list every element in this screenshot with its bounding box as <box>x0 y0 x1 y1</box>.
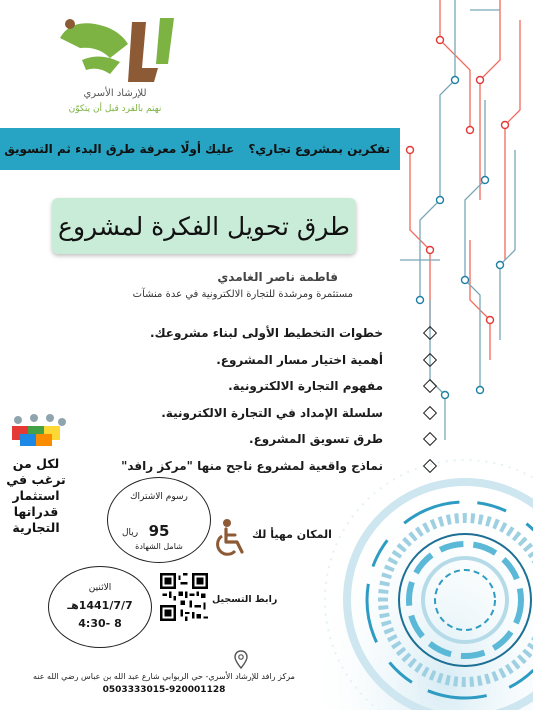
presenter-name: فاطمة ناصر الغامدي <box>217 270 338 284</box>
rafed-logo-mark <box>40 8 190 86</box>
banner-question: تفكرين بمشروع تجاري؟ <box>248 142 390 156</box>
course-title-text: طرق تحويل الفكرة لمشروع <box>58 211 350 241</box>
rafed-logo <box>40 8 190 120</box>
logo-tagline: نهتم بالفرد قبل أن يتكوّن <box>68 104 162 114</box>
course-title <box>52 198 356 254</box>
logo-subtitle: للإرشاد الأسري <box>83 88 147 99</box>
list-item: نماذج واقعية لمشروع ناجح منها "مركز رافد" <box>113 453 413 480</box>
list-item: خطوات التخطيط الأولى لبناء مشروعك. <box>113 320 413 347</box>
list-item: طرق تسويق المشروع. <box>113 426 413 453</box>
list-item: مفهوم التجارة الالكترونية. <box>113 373 413 400</box>
target-audience: لكل من ترغب في استثمار قدراتها التجارية <box>6 456 66 535</box>
fee-amount: 95 <box>148 522 170 540</box>
schedule-time: 8 -4:30 <box>78 617 122 630</box>
center-address: مركز رافد للإرشاد الأسري- حي الربوابي شارع عبد الله بن عباس رضي الله عنه <box>33 672 295 681</box>
list-item: سلسلة الإمداد في التجارة الالكترونية. <box>113 400 413 427</box>
venue-accessibility: المكان مهيأ لك <box>252 528 332 541</box>
wheelchair-icon <box>213 518 249 558</box>
fee-label: رسوم الاشتراك <box>130 492 188 502</box>
list-item: أهمية اختيار مسار المشروع. <box>113 347 413 374</box>
presenter-role: مستثمرة ومرشدة للتجارة الالكترونية في عدة منشآت <box>132 289 353 300</box>
puzzle-people-icon <box>8 410 68 450</box>
location-pin-icon <box>233 650 249 670</box>
fee-note: شامل الشهادة <box>135 542 183 551</box>
registration-label: رابط التسجيل <box>212 594 278 605</box>
banner-advice: عليك أولًا معرفة طرق البدء ثم التسويق <box>4 142 235 156</box>
schedule-date: 1441/7/7هـ <box>67 599 133 612</box>
contact-phones: 0503333015-920001128 <box>102 685 226 695</box>
topic-list <box>113 320 413 479</box>
schedule-badge <box>48 566 152 648</box>
intro-banner <box>0 128 400 170</box>
qr-code-icon[interactable] <box>160 573 208 621</box>
schedule-day: الاثنين <box>88 583 112 593</box>
fee-currency: ريال <box>122 528 139 538</box>
fee-badge <box>107 477 211 563</box>
